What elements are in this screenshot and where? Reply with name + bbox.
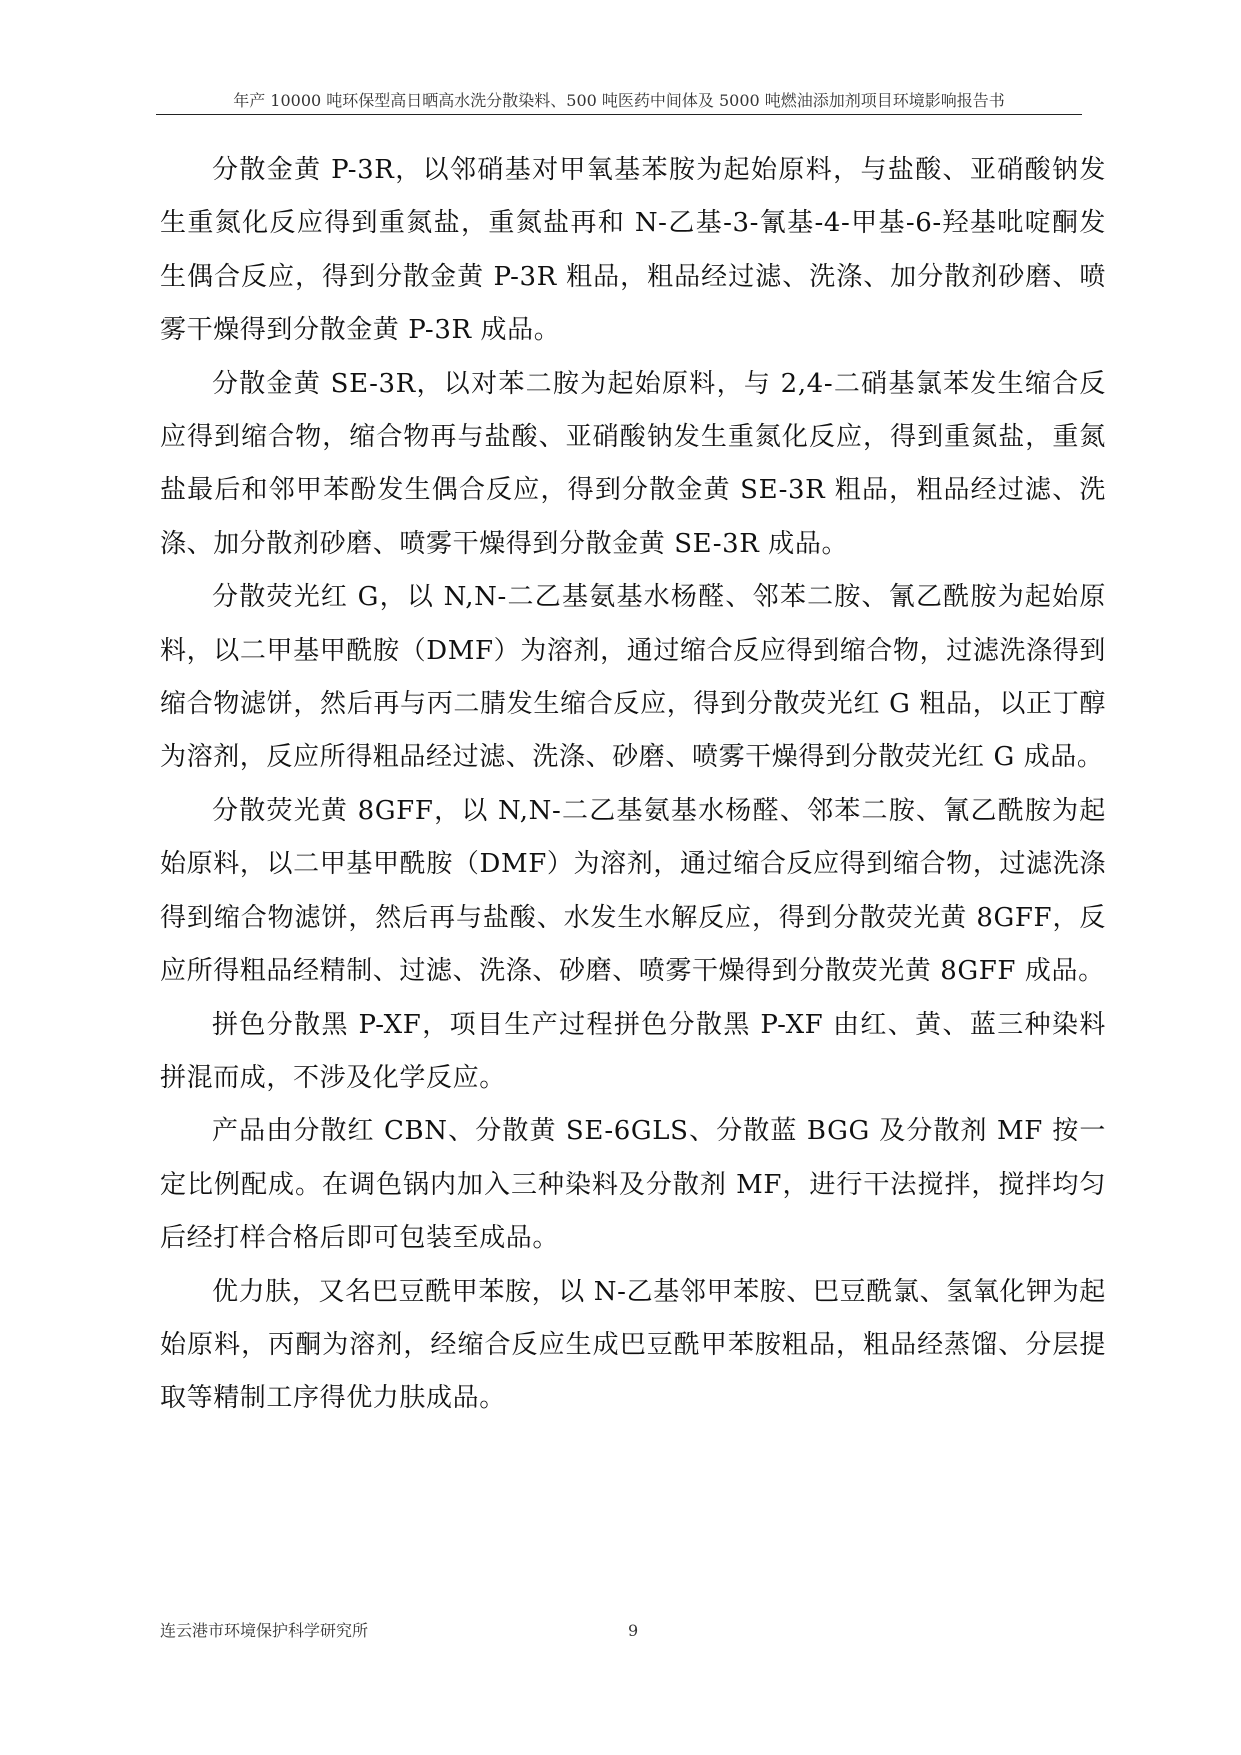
paragraph-disperse-fluorescent-red-g: 分散荧光红 G，以 N,N-二乙基氨基水杨醛、邻苯二胺、氰乙酰胺为起始原料，以二甲基甲酰胺（DMF）为溶剂，通过缩合反应得到缩合物，过滤洗涤得到缩合物滤饼，然后再与丙二腈发生缩合反应，得到分散荧光红 G 粗品，以正丁醇为溶剂，反应所得粗品经过滤、洗涤、砂磨、喷雾干燥得到分散荧光红 G 成品。 — [160, 582, 1106, 773]
paragraph-disperse-golden-yellow-p3r: 分散金黄 P-3R，以邻硝基对甲氧基苯胺为起始原料，与盐酸、亚硝酸钠发生重氮化反应得到重氮盐，重氮盐再和 N-乙基-3-氰基-4-甲基-6-羟基吡啶酮发生偶合反应，得到分散金黄 P-3R 粗品，粗品经过滤、洗涤、加分散剂砂磨、喷雾干燥得到分散金黄 P-3R 成品。 — [160, 155, 1106, 346]
header-title: 年产 10000 吨环保型高日晒高水洗分散染料、500 吨医药中间体及 5000 吨燃油添加剂项目环境影响报告书 — [233, 91, 1005, 110]
page-number: 9 — [628, 1621, 639, 1640]
paragraph-disperse-fluorescent-yellow-8gff: 分散荧光黄 8GFF，以 N,N-二乙基氨基水杨醛、邻苯二胺、氰乙酰胺为起始原料，以二甲基甲酰胺（DMF）为溶剂，通过缩合反应得到缩合物，过滤洗涤得到缩合物滤饼，然后再与盐酸、水发生水解反应，得到分散荧光黄 8GFF，反应所得粗品经精制、过滤、洗涤、砂磨、喷雾干燥得到分散荧光黄 8GFF 成品。 — [160, 795, 1106, 987]
paragraph-color-matching-black-pxf: 拼色分散黑 P-XF，项目生产过程拼色分散黑 P-XF 由红、黄、蓝三种染料拼混而成，不涉及化学反应。 — [160, 1009, 1106, 1093]
running-header — [156, 86, 1082, 115]
paragraph-disperse-golden-yellow-se3r: 分散金黄 SE-3R，以对苯二胺为起始原料，与 2,4-二硝基氯苯发生缩合反应得到缩合物，缩合物再与盐酸、亚硝酸钠发生重氮化反应，得到重氮盐，重氮盐最后和邻甲苯酚发生偶合反应，得到分散金黄 SE-3R 粗品，粗品经过滤、洗涤、加分散剂砂磨、喷雾干燥得到分散金黄 SE-3R 成品。 — [160, 368, 1106, 559]
paragraph-crotamiton: 优力肤，又名巴豆酰甲苯胺，以 N-乙基邻甲苯胺、巴豆酰氯、氢氧化钾为起始原料，丙酮为溶剂，经缩合反应生成巴豆酰甲苯胺粗品，粗品经蒸馏、分层提取等精制工序得优力肤成品。 — [160, 1276, 1106, 1414]
footer-organization: 连云港市环境保护科学研究所 — [160, 1621, 369, 1640]
body-text — [160, 144, 1106, 1426]
paragraph-black-composition: 产品由分散红 CBN、分散黄 SE-6GLS、分散蓝 BGG 及分散剂 MF 按一定比例配成。在调色锅内加入三种染料及分散剂 MF，进行干法搅拌，搅拌均匀后经打样合格后即可包装至成品。 — [160, 1116, 1106, 1254]
page-footer — [160, 1616, 1080, 1646]
